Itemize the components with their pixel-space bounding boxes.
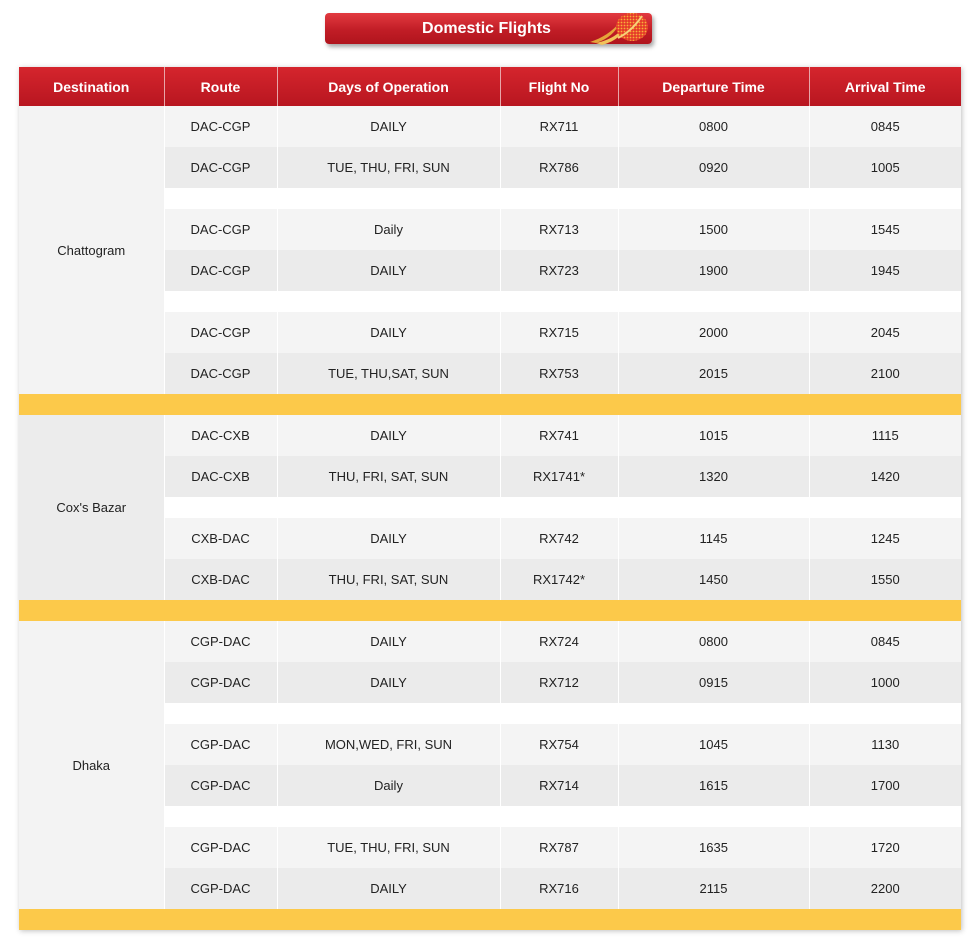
- arrival-cell: 1005: [809, 147, 961, 188]
- flight-no-cell: RX1741*: [500, 456, 618, 497]
- route-cell: DAC-CGP: [164, 209, 277, 250]
- separator-cell: [19, 394, 961, 415]
- header-route: Route: [164, 67, 277, 106]
- route-cell: CGP-DAC: [164, 868, 277, 909]
- spacer-cell: [164, 703, 961, 724]
- arrival-cell: 1245: [809, 518, 961, 559]
- arrival-cell: 0845: [809, 621, 961, 662]
- departure-cell: 1635: [618, 827, 809, 868]
- route-cell: DAC-CXB: [164, 456, 277, 497]
- days-cell: MON,WED, FRI, SUN: [277, 724, 500, 765]
- flight-no-cell: RX754: [500, 724, 618, 765]
- days-cell: Daily: [277, 209, 500, 250]
- days-cell: DAILY: [277, 312, 500, 353]
- table-row: [19, 621, 961, 662]
- separator-cell: [19, 909, 961, 930]
- arrival-cell: 1130: [809, 724, 961, 765]
- header-arrival: Arrival Time: [809, 67, 961, 106]
- departure-cell: 1045: [618, 724, 809, 765]
- route-cell: CGP-DAC: [164, 827, 277, 868]
- days-cell: DAILY: [277, 621, 500, 662]
- flight-no-cell: RX712: [500, 662, 618, 703]
- arrival-cell: 1700: [809, 765, 961, 806]
- group-separator-row: [19, 600, 961, 621]
- flight-no-cell: RX723: [500, 250, 618, 291]
- destination-cell: Dhaka: [19, 621, 164, 909]
- flight-no-cell: RX786: [500, 147, 618, 188]
- flight-no-cell: RX716: [500, 868, 618, 909]
- arrival-cell: 2100: [809, 353, 961, 394]
- departure-cell: 0920: [618, 147, 809, 188]
- header-flight-no: Flight No: [500, 67, 618, 106]
- flight-no-cell: RX741: [500, 415, 618, 456]
- flight-no-cell: RX724: [500, 621, 618, 662]
- route-cell: CGP-DAC: [164, 662, 277, 703]
- header-days: Days of Operation: [277, 67, 500, 106]
- flight-no-cell: RX1742*: [500, 559, 618, 600]
- days-cell: TUE, THU,SAT, SUN: [277, 353, 500, 394]
- flight-no-cell: RX715: [500, 312, 618, 353]
- days-cell: THU, FRI, SAT, SUN: [277, 456, 500, 497]
- arrival-cell: 2200: [809, 868, 961, 909]
- departure-cell: 1900: [618, 250, 809, 291]
- departure-cell: 1015: [618, 415, 809, 456]
- flight-no-cell: RX742: [500, 518, 618, 559]
- page-title: Domestic Flights: [422, 20, 551, 37]
- route-cell: CGP-DAC: [164, 724, 277, 765]
- days-cell: DAILY: [277, 518, 500, 559]
- table-row: [19, 106, 961, 147]
- group-separator-row: [19, 909, 961, 930]
- flight-no-cell: RX753: [500, 353, 618, 394]
- days-cell: THU, FRI, SAT, SUN: [277, 559, 500, 600]
- days-cell: Daily: [277, 765, 500, 806]
- arrival-cell: 2045: [809, 312, 961, 353]
- flight-no-cell: RX711: [500, 106, 618, 147]
- days-cell: TUE, THU, FRI, SUN: [277, 147, 500, 188]
- arrival-cell: 1420: [809, 456, 961, 497]
- arrival-cell: 1550: [809, 559, 961, 600]
- departure-cell: 1145: [618, 518, 809, 559]
- route-cell: DAC-CGP: [164, 312, 277, 353]
- table-row: [19, 415, 961, 456]
- days-cell: DAILY: [277, 106, 500, 147]
- destination-cell: Chattogram: [19, 106, 164, 394]
- route-cell: DAC-CGP: [164, 106, 277, 147]
- flight-no-cell: RX713: [500, 209, 618, 250]
- table-body: [19, 106, 961, 930]
- arrival-cell: 1115: [809, 415, 961, 456]
- route-cell: CXB-DAC: [164, 559, 277, 600]
- departure-cell: 0915: [618, 662, 809, 703]
- departure-cell: 1500: [618, 209, 809, 250]
- flight-no-cell: RX714: [500, 765, 618, 806]
- route-cell: DAC-CGP: [164, 147, 277, 188]
- spacer-cell: [164, 188, 961, 209]
- spacer-cell: [164, 497, 961, 518]
- departure-cell: 1615: [618, 765, 809, 806]
- departure-cell: 1320: [618, 456, 809, 497]
- spacer-cell: [164, 291, 961, 312]
- header-destination: Destination: [19, 67, 164, 106]
- departure-cell: 0800: [618, 106, 809, 147]
- days-cell: DAILY: [277, 662, 500, 703]
- page-title-banner: [325, 13, 652, 44]
- days-cell: TUE, THU, FRI, SUN: [277, 827, 500, 868]
- domestic-flights-table: [19, 67, 961, 930]
- arrival-cell: 1545: [809, 209, 961, 250]
- days-cell: DAILY: [277, 415, 500, 456]
- route-cell: DAC-CGP: [164, 353, 277, 394]
- departure-cell: 2000: [618, 312, 809, 353]
- days-cell: DAILY: [277, 868, 500, 909]
- arrival-cell: 1000: [809, 662, 961, 703]
- flight-no-cell: RX787: [500, 827, 618, 868]
- departure-cell: 2115: [618, 868, 809, 909]
- route-cell: DAC-CGP: [164, 250, 277, 291]
- departure-cell: 2015: [618, 353, 809, 394]
- arrival-cell: 1945: [809, 250, 961, 291]
- route-cell: CGP-DAC: [164, 621, 277, 662]
- airline-logo-icon: [584, 12, 650, 45]
- destination-cell: Cox's Bazar: [19, 415, 164, 600]
- spacer-cell: [164, 806, 961, 827]
- days-cell: DAILY: [277, 250, 500, 291]
- route-cell: DAC-CXB: [164, 415, 277, 456]
- group-separator-row: [19, 394, 961, 415]
- departure-cell: 0800: [618, 621, 809, 662]
- departure-cell: 1450: [618, 559, 809, 600]
- arrival-cell: 0845: [809, 106, 961, 147]
- route-cell: CXB-DAC: [164, 518, 277, 559]
- arrival-cell: 1720: [809, 827, 961, 868]
- table-header-row: [19, 67, 961, 106]
- header-departure: Departure Time: [618, 67, 809, 106]
- separator-cell: [19, 600, 961, 621]
- route-cell: CGP-DAC: [164, 765, 277, 806]
